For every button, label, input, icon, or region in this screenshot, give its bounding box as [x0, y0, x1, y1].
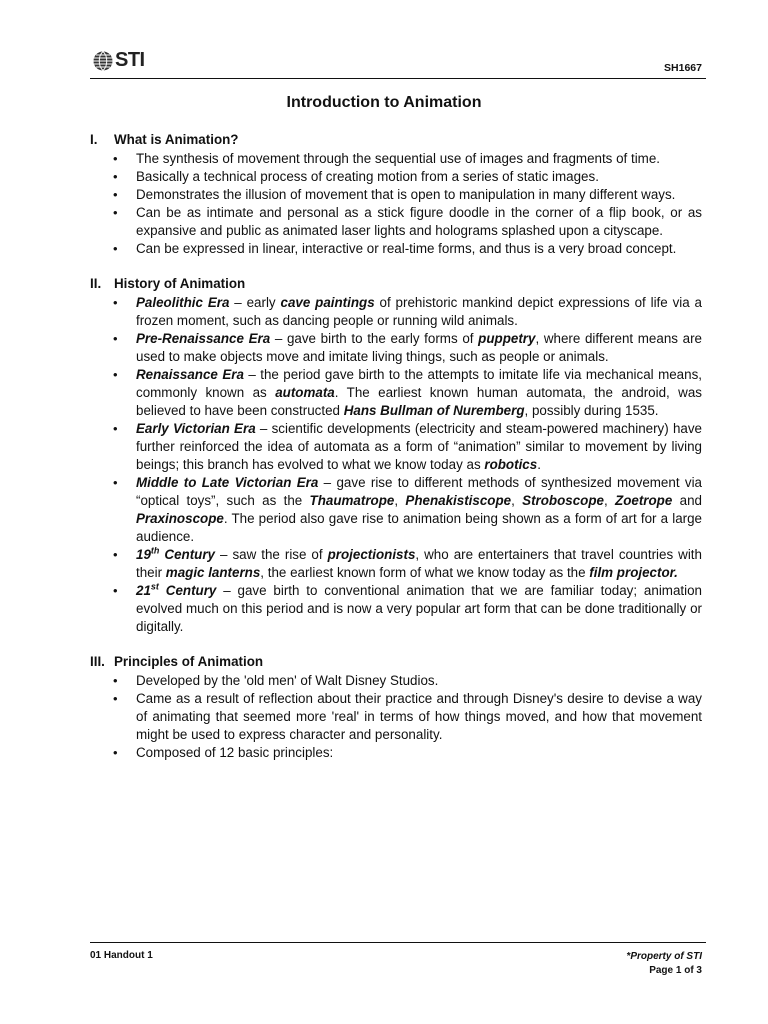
- handout-label: 01 Handout 1: [90, 950, 153, 961]
- key-term: Praxinoscope: [136, 511, 224, 526]
- era-name: Early Victorian Era: [136, 421, 256, 436]
- era-name: Pre-Renaissance Era: [136, 331, 271, 346]
- document-body: [90, 131, 702, 779]
- list-item: • The synthesis of movement through the sequential use of images and fragments of time.: [90, 150, 702, 168]
- list-item: • Middle to Late Victorian Era – gave rise to different methods of synthesized movement via “optical toys”, such as the Thaumatrope, Phenakistiscope, Stroboscope, Zoetrope and Praxinoscope. The period also gave rise to animation being shown as a form of art for a large audience.: [90, 474, 702, 546]
- section-heading: [90, 653, 702, 671]
- section-title: Principles of Animation: [114, 654, 264, 669]
- section-title: What is Animation?: [114, 132, 239, 147]
- section-what-is-animation: [90, 131, 702, 258]
- document-code: SH1667: [664, 62, 702, 74]
- section-principles-of-animation: [90, 653, 702, 762]
- list-item: • Renaissance Era – the period gave birth to the attempts to imitate life via mechanical means, commonly known as automata. The earliest known human automata, the android, was believed to have been constructed Hans Bullman of Nuremberg, possibly during 1535.: [90, 366, 702, 420]
- key-term: puppetry: [478, 331, 536, 346]
- list-item: • Developed by the 'old men' of Walt Disney Studios.: [90, 672, 702, 690]
- key-term: cave paintings: [280, 295, 375, 310]
- list-item: • Composed of 12 basic principles:: [90, 744, 702, 762]
- key-term: projectionists: [327, 547, 416, 562]
- list-item: • 21st Century – gave birth to conventional animation that we are familiar today; animation evolved much on this period and is now a very popular art form that can be done traditionally or digitally.: [90, 582, 702, 636]
- section-heading: [90, 275, 702, 293]
- section-number: II.: [90, 276, 102, 291]
- list-item: • Demonstrates the illusion of movement that is open to manipulation in many different ways.: [90, 186, 702, 204]
- section-heading: [90, 131, 702, 149]
- page-title: Introduction to Animation: [286, 94, 482, 111]
- sti-logo: [92, 49, 145, 72]
- property-notice: *Property of STI: [626, 951, 702, 962]
- section-history-of-animation: [90, 275, 702, 636]
- key-term: Phenakistiscope: [405, 493, 512, 508]
- key-term: automata: [275, 385, 335, 400]
- key-term: Stroboscope: [522, 493, 604, 508]
- section-title: History of Animation: [114, 276, 246, 291]
- key-term: robotics: [484, 457, 538, 472]
- key-term: film projector.: [589, 565, 678, 580]
- era-name: Middle to Late Victorian Era: [136, 475, 319, 490]
- list-item: • Can be as intimate and personal as a stick figure doodle in the corner of a flip book, or as expansive and public as animated laser lights and holograms splashed upon a cityscape.: [90, 204, 702, 240]
- list-item: • Can be expressed in linear, interactive or real-time forms, and thus is a very broad concept.: [90, 240, 702, 258]
- list-item: • Paleolithic Era – early cave paintings of prehistoric mankind depict expressions of life via a frozen moment, such as dancing people or running wild animals.: [90, 294, 702, 330]
- era-name: Paleolithic Era: [136, 295, 230, 310]
- key-term: Hans Bullman of Nuremberg: [343, 403, 525, 418]
- globe-icon: [92, 50, 114, 72]
- list-item: • 19th Century – saw the rise of projectionists, who are entertainers that travel countries with their magic lanterns, the earliest known form of what we know today as the film projector.: [90, 546, 702, 582]
- key-term: Thaumatrope: [309, 493, 395, 508]
- header-divider: [90, 78, 706, 79]
- section-number: III.: [90, 654, 105, 669]
- bullet-list: [90, 150, 702, 258]
- key-term: Zoetrope: [615, 493, 673, 508]
- era-name: Renaissance Era: [136, 367, 244, 382]
- bullet-list: [90, 294, 702, 636]
- list-item: • Came as a result of reflection about their practice and through Disney's desire to devise a way of animating that seemed more 'real' in terms of how things moved, and how that movement might be used to express character and personality.: [90, 690, 702, 744]
- era-name: 21st Century: [136, 581, 217, 598]
- era-name: 19th Century: [136, 545, 215, 562]
- footer-divider: [90, 942, 706, 943]
- footer-right: [626, 950, 702, 978]
- page-number: Page 1 of 3: [649, 965, 702, 976]
- bullet-list: [90, 672, 702, 762]
- key-term: magic lanterns: [165, 565, 261, 580]
- list-item: • Early Victorian Era – scientific developments (electricity and steam-powered machinery) have further reinforced the idea of automata as a form of “animation” similar to movement by living beings; this branch has evolved to what we know today as robotics.: [90, 420, 702, 474]
- section-number: I.: [90, 132, 98, 147]
- list-item: • Basically a technical process of creating motion from a series of static images.: [90, 168, 702, 186]
- list-item: • Pre-Renaissance Era – gave birth to the early forms of puppetry, where different means are used to make objects move and imitate living things, such as people or animals.: [90, 330, 702, 366]
- logo-text: STI: [115, 49, 145, 71]
